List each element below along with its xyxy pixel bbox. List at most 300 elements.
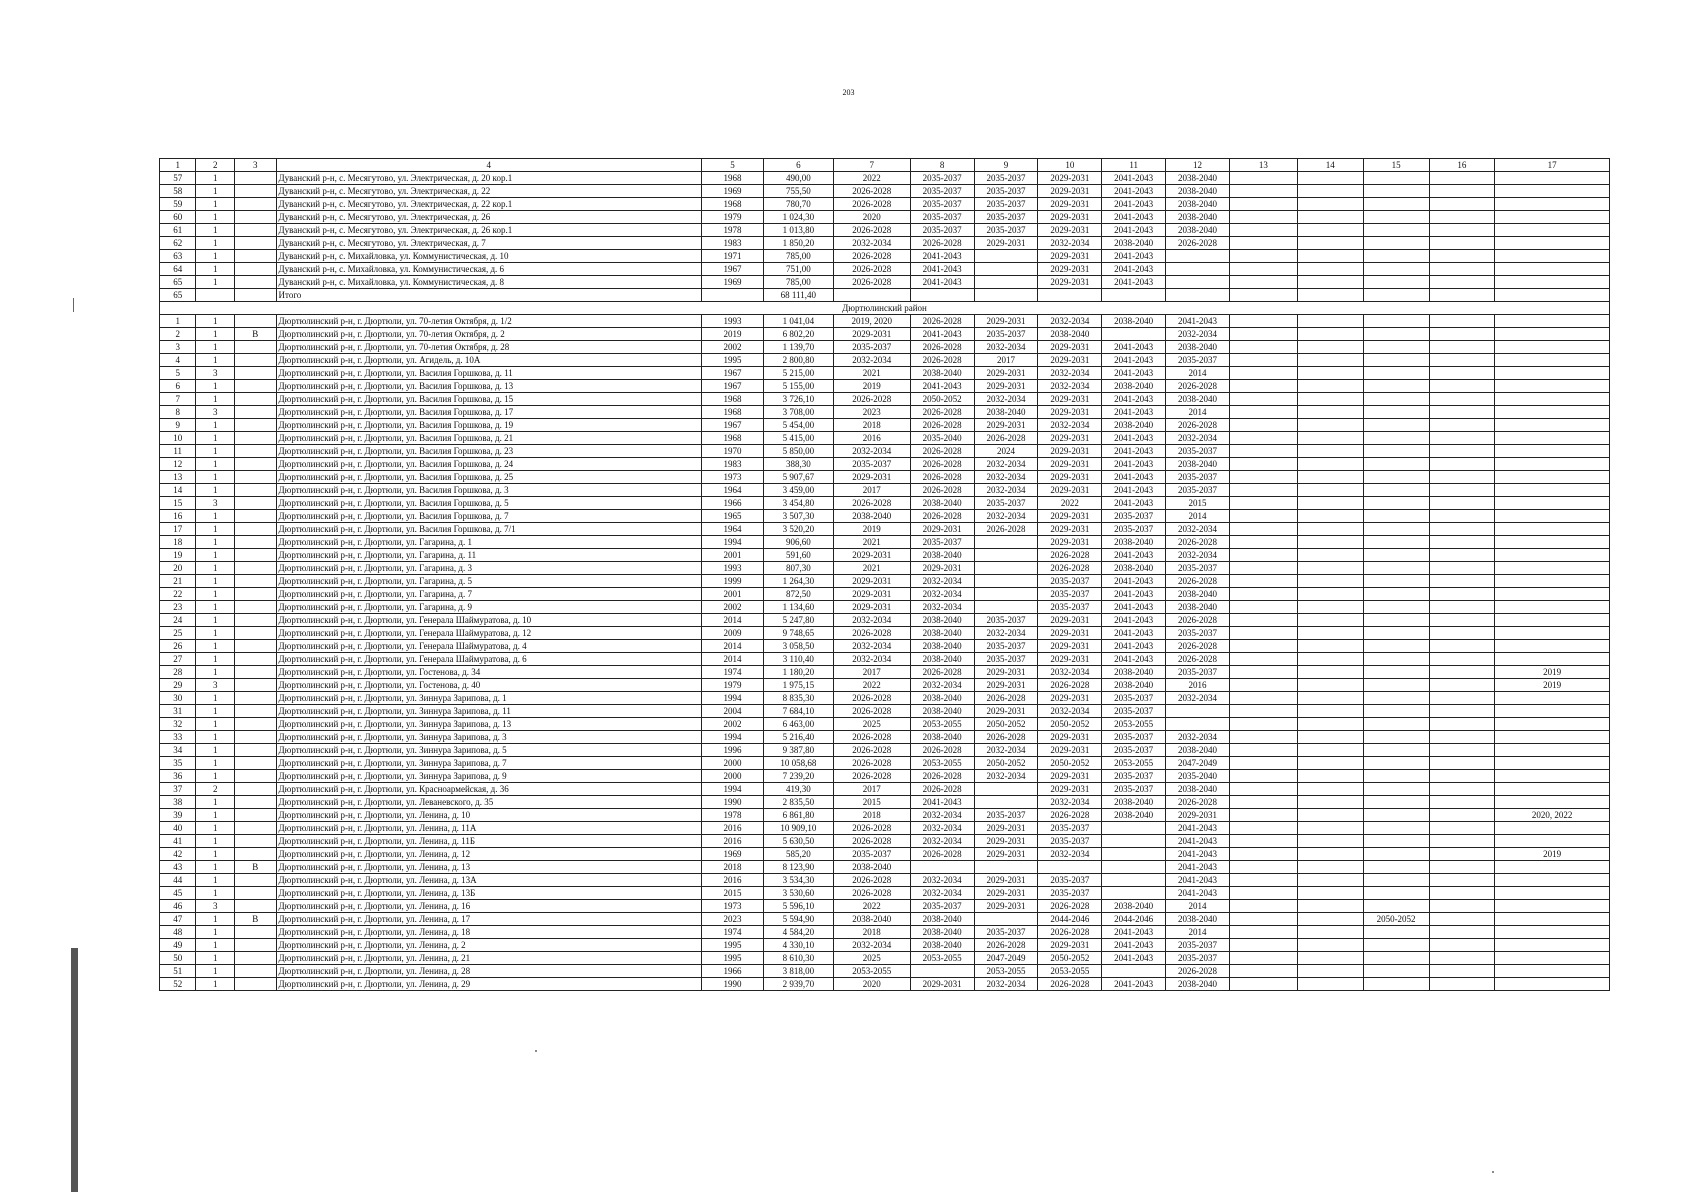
table-cell: 2023	[702, 913, 764, 926]
table-cell	[1429, 367, 1495, 380]
table-cell: 785,00	[763, 276, 833, 289]
table-cell: 1	[196, 393, 235, 406]
table-cell	[1229, 653, 1297, 666]
table-cell: 2017	[974, 354, 1038, 367]
address-cell: Дюртюлинский р-н, г. Дюртюли, ул. Василия Горшкова, д. 5	[276, 497, 702, 510]
address-cell: Дюртюлинский р-н, г. Дюртюли, ул. Василия Горшкова, д. 7/1	[276, 523, 702, 536]
table-cell: 37	[160, 783, 196, 796]
table-cell	[1363, 172, 1429, 185]
table-cell	[234, 510, 276, 523]
table-cell	[1038, 861, 1102, 874]
table-cell	[1429, 770, 1495, 783]
table-cell: 2032-2034	[1038, 705, 1102, 718]
table-cell	[1495, 471, 1610, 484]
table-cell: 2032-2034	[833, 640, 910, 653]
table-cell: 8 610,30	[763, 952, 833, 965]
table-cell: 14	[160, 484, 196, 497]
table-cell: 47	[160, 913, 196, 926]
table-cell	[234, 666, 276, 679]
table-cell	[1363, 835, 1429, 848]
table-cell: 2	[196, 783, 235, 796]
table-row	[160, 874, 1610, 887]
table-cell: 18	[160, 536, 196, 549]
table-cell: 1	[196, 172, 235, 185]
address-cell: Дюртюлинский р-н, г. Дюртюли, ул. Генерала Шаймуратова, д. 10	[276, 614, 702, 627]
table-cell	[1363, 731, 1429, 744]
table-cell: 2038-2040	[1102, 900, 1166, 913]
table-cell	[974, 276, 1038, 289]
table-cell	[1166, 250, 1230, 263]
table-cell	[234, 926, 276, 939]
table-cell	[1229, 172, 1297, 185]
table-cell: 2041-2043	[1102, 497, 1166, 510]
table-cell: 1965	[702, 510, 764, 523]
table-cell: 1969	[702, 848, 764, 861]
district-title: Дюртюлинский район	[160, 302, 1610, 315]
table-cell	[234, 614, 276, 627]
table-cell: 2029-2031	[1038, 770, 1102, 783]
table-cell: 2026-2028	[833, 393, 910, 406]
table-cell: 1	[196, 380, 235, 393]
table-cell	[1229, 744, 1297, 757]
table-cell: 1	[196, 432, 235, 445]
table-cell	[1297, 653, 1363, 666]
column-header: 5	[702, 159, 764, 172]
table-cell: В	[234, 913, 276, 926]
table-cell	[1297, 796, 1363, 809]
table-cell: 2038-2040	[1166, 172, 1230, 185]
address-cell: Дюртюлинский р-н, г. Дюртюли, ул. Василия Горшкова, д. 3	[276, 484, 702, 497]
table-cell	[1495, 536, 1610, 549]
table-cell	[1429, 575, 1495, 588]
table-cell	[1429, 848, 1495, 861]
table-cell	[1429, 757, 1495, 770]
column-header: 4	[276, 159, 702, 172]
table-cell	[1229, 614, 1297, 627]
table-cell: 65	[160, 276, 196, 289]
table-cell	[1429, 731, 1495, 744]
table-cell	[1363, 679, 1429, 692]
table-cell: 2035-2037	[1166, 939, 1230, 952]
table-cell	[1297, 731, 1363, 744]
table-row	[160, 536, 1610, 549]
table-cell	[1429, 471, 1495, 484]
table-cell	[1297, 913, 1363, 926]
table-cell	[234, 718, 276, 731]
table-cell: 2035-2037	[1166, 471, 1230, 484]
table-cell: 2032-2034	[1166, 328, 1230, 341]
table-cell: 2038-2040	[1102, 562, 1166, 575]
table-cell	[1363, 471, 1429, 484]
table-cell: 2029-2031	[974, 848, 1038, 861]
table-cell: 2017	[833, 666, 910, 679]
address-cell: Дуванский р-н, с. Месягутово, ул. Электрическая, д. 7	[276, 237, 702, 250]
table-cell	[1297, 237, 1363, 250]
table-cell: 1966	[702, 965, 764, 978]
table-cell: 52	[160, 978, 196, 991]
table-cell: 22	[160, 588, 196, 601]
table-cell: 3 520,20	[763, 523, 833, 536]
table-cell: 5 216,40	[763, 731, 833, 744]
table-row	[160, 497, 1610, 510]
table-cell: 2038-2040	[1166, 185, 1230, 198]
table-cell: 2019	[833, 523, 910, 536]
table-cell	[1495, 705, 1610, 718]
column-header: 2	[196, 159, 235, 172]
table-cell	[1229, 835, 1297, 848]
table-cell	[1363, 328, 1429, 341]
table-cell	[1102, 835, 1166, 848]
table-cell: 2026-2028	[910, 406, 974, 419]
address-cell: Дюртюлинский р-н, г. Дюртюли, ул. Ленина, д. 21	[276, 952, 702, 965]
table-cell	[1363, 445, 1429, 458]
table-row	[160, 211, 1610, 224]
address-cell: Дюртюлинский р-н, г. Дюртюли, ул. Василия Горшкова, д. 17	[276, 406, 702, 419]
table-cell: 1	[196, 887, 235, 900]
table-cell: 2026-2028	[910, 510, 974, 523]
table-cell: 6 802,20	[763, 328, 833, 341]
table-cell: 1978	[702, 224, 764, 237]
table-cell: 755,50	[763, 185, 833, 198]
table-cell: 2029-2031	[1038, 471, 1102, 484]
table-cell: 2041-2043	[1102, 354, 1166, 367]
table-cell: 13	[160, 471, 196, 484]
table-cell: 2038-2040	[910, 640, 974, 653]
table-cell: 2032-2034	[833, 614, 910, 627]
column-header: 11	[1102, 159, 1166, 172]
table-cell: 2035-2040	[910, 432, 974, 445]
table-cell: 2000	[702, 757, 764, 770]
table-cell: 2029-2031	[974, 822, 1038, 835]
table-cell: 3	[196, 679, 235, 692]
table-cell	[1297, 211, 1363, 224]
table-cell	[1429, 198, 1495, 211]
table-row	[160, 887, 1610, 900]
table-cell: 1 013,80	[763, 224, 833, 237]
table-cell	[1102, 328, 1166, 341]
table-cell: 2032-2034	[910, 874, 974, 887]
table-cell: 2004	[702, 705, 764, 718]
address-cell: Дюртюлинский р-н, г. Дюртюли, ул. Гагарина, д. 7	[276, 588, 702, 601]
table-cell: 1967	[702, 419, 764, 432]
table-cell: 2025	[833, 718, 910, 731]
table-cell	[1297, 744, 1363, 757]
scan-tick-mark	[73, 298, 74, 312]
table-cell	[1102, 965, 1166, 978]
table-row	[160, 978, 1610, 991]
table-cell	[1495, 601, 1610, 614]
table-cell: 2026-2028	[833, 835, 910, 848]
table-row	[160, 653, 1610, 666]
table-cell	[1429, 380, 1495, 393]
table-row	[160, 848, 1610, 861]
table-cell	[1229, 679, 1297, 692]
table-cell: 4	[160, 354, 196, 367]
table-cell: 2038-2040	[910, 367, 974, 380]
table-cell: 2029-2031	[910, 523, 974, 536]
table-cell: 2041-2043	[1102, 926, 1166, 939]
table-cell: 2	[160, 328, 196, 341]
table-cell: 1	[196, 185, 235, 198]
table-cell	[1297, 835, 1363, 848]
table-cell: 1	[196, 822, 235, 835]
table-cell	[1297, 406, 1363, 419]
table-cell: 2029-2031	[1038, 640, 1102, 653]
address-cell: Дуванский р-н, с. Месягутово, ул. Электрическая, д. 26 кор.1	[276, 224, 702, 237]
table-cell: 62	[160, 237, 196, 250]
table-cell	[1297, 536, 1363, 549]
address-cell: Дюртюлинский р-н, г. Дюртюли, ул. Гагарина, д. 3	[276, 562, 702, 575]
table-cell: 2038-2040	[1166, 783, 1230, 796]
table-row	[160, 445, 1610, 458]
table-cell: 2035-2037	[974, 653, 1038, 666]
table-cell: 2029-2031	[1038, 653, 1102, 666]
table-cell: 2029-2031	[974, 237, 1038, 250]
table-cell: 2026-2028	[833, 497, 910, 510]
table-row	[160, 705, 1610, 718]
table-cell: 2026-2028	[910, 770, 974, 783]
table-cell: 2026-2028	[833, 185, 910, 198]
table-cell: 2009	[702, 627, 764, 640]
table-cell	[1429, 705, 1495, 718]
table-cell: 26	[160, 640, 196, 653]
table-cell: 490,00	[763, 172, 833, 185]
table-cell	[1166, 718, 1230, 731]
table-cell: 2014	[1166, 406, 1230, 419]
table-cell: 36	[160, 770, 196, 783]
table-cell	[1297, 250, 1363, 263]
table-cell: 7 239,20	[763, 770, 833, 783]
table-cell: 2026-2028	[910, 237, 974, 250]
table-cell: 1995	[702, 939, 764, 952]
table-cell: 2035-2037	[1038, 822, 1102, 835]
table-cell: 2053-2055	[910, 718, 974, 731]
table-cell	[1229, 874, 1297, 887]
table-cell: 2041-2043	[1102, 458, 1166, 471]
table-cell: 2029-2031	[1038, 510, 1102, 523]
table-cell: 2032-2034	[833, 354, 910, 367]
table-cell: 751,00	[763, 263, 833, 276]
table-row	[160, 458, 1610, 471]
table-cell: 2032-2034	[1038, 419, 1102, 432]
table-cell	[1363, 952, 1429, 965]
table-cell	[1495, 588, 1610, 601]
table-cell	[1297, 458, 1363, 471]
table-cell: 2019	[1495, 666, 1610, 679]
table-cell: 2032-2034	[910, 835, 974, 848]
table-cell: 1	[196, 510, 235, 523]
table-cell: 1993	[702, 315, 764, 328]
table-cell: 2038-2040	[1102, 796, 1166, 809]
table-cell: 1	[196, 926, 235, 939]
table-cell: 2026-2028	[833, 198, 910, 211]
table-cell	[1363, 978, 1429, 991]
table-row	[160, 380, 1610, 393]
table-cell	[1102, 848, 1166, 861]
table-cell: 2014	[1166, 926, 1230, 939]
table-cell: 2026-2028	[833, 744, 910, 757]
table-cell	[1429, 900, 1495, 913]
table-cell	[1297, 809, 1363, 822]
table-cell	[234, 549, 276, 562]
address-cell: Дюртюлинский р-н, г. Дюртюли, ул. Ленина, д. 17	[276, 913, 702, 926]
address-cell: Дуванский р-н, с. Михайловка, ул. Коммунистическая, д. 8	[276, 276, 702, 289]
table-cell	[1166, 705, 1230, 718]
table-cell: 2041-2043	[1102, 198, 1166, 211]
table-cell: 2041-2043	[910, 263, 974, 276]
table-cell	[234, 354, 276, 367]
table-cell: 2035-2037	[974, 640, 1038, 653]
table-cell	[234, 952, 276, 965]
table-cell: 2026-2028	[910, 419, 974, 432]
table-row	[160, 757, 1610, 770]
table-cell	[1297, 614, 1363, 627]
table-cell	[1495, 315, 1610, 328]
table-cell: 2035-2037	[910, 900, 974, 913]
table-cell: 25	[160, 627, 196, 640]
table-cell	[1363, 458, 1429, 471]
table-row	[160, 263, 1610, 276]
table-cell: 1	[196, 666, 235, 679]
table-cell	[1229, 341, 1297, 354]
table-cell	[1363, 367, 1429, 380]
table-cell	[1229, 601, 1297, 614]
table-cell: 2041-2043	[1102, 640, 1166, 653]
table-cell	[1495, 861, 1610, 874]
table-cell: 1990	[702, 978, 764, 991]
table-cell	[1229, 315, 1297, 328]
table-cell: 2029-2031	[1038, 627, 1102, 640]
table-cell: 3 708,00	[763, 406, 833, 419]
table-cell	[1429, 250, 1495, 263]
table-cell: 2029-2031	[1038, 354, 1102, 367]
table-cell: 2026-2028	[1166, 614, 1230, 627]
table-cell: 3 726,10	[763, 393, 833, 406]
table-cell: 10	[160, 432, 196, 445]
table-cell: 2035-2037	[910, 172, 974, 185]
table-cell	[1495, 458, 1610, 471]
table-cell	[1229, 718, 1297, 731]
address-cell: Дюртюлинский р-н, г. Дюртюли, ул. Ленина, д. 12	[276, 848, 702, 861]
table-cell: 2038-2040	[1166, 601, 1230, 614]
table-cell	[1297, 523, 1363, 536]
table-cell	[1429, 523, 1495, 536]
table-cell: 2035-2037	[1102, 523, 1166, 536]
table-cell	[1297, 965, 1363, 978]
address-cell: Дуванский р-н, с. Михайловка, ул. Коммунистическая, д. 6	[276, 263, 702, 276]
table-cell: 2022	[1038, 497, 1102, 510]
table-cell	[1429, 445, 1495, 458]
table-cell	[974, 250, 1038, 263]
table-cell	[1229, 640, 1297, 653]
address-cell: Дюртюлинский р-н, г. Дюртюли, ул. Гагарина, д. 11	[276, 549, 702, 562]
table-cell: 2026-2028	[974, 939, 1038, 952]
table-cell: 2014	[1166, 367, 1230, 380]
table-cell	[1297, 848, 1363, 861]
table-cell	[234, 575, 276, 588]
table-cell: 419,30	[763, 783, 833, 796]
table-cell	[1297, 640, 1363, 653]
table-cell: 2035-2037	[1166, 354, 1230, 367]
table-cell	[1229, 328, 1297, 341]
table-cell	[234, 445, 276, 458]
table-cell: 2038-2040	[910, 653, 974, 666]
table-cell: 1	[196, 211, 235, 224]
table-cell: 2014	[702, 614, 764, 627]
table-cell	[1495, 913, 1610, 926]
table-cell	[234, 497, 276, 510]
address-cell: Дюртюлинский р-н, г. Дюртюли, ул. Ленина, д. 13Б	[276, 887, 702, 900]
table-cell: 2026-2028	[1166, 419, 1230, 432]
table-cell	[1229, 263, 1297, 276]
table-cell	[1429, 172, 1495, 185]
table-cell: 2035-2037	[974, 926, 1038, 939]
table-cell: 1	[196, 328, 235, 341]
table-cell	[234, 367, 276, 380]
table-cell	[1363, 965, 1429, 978]
table-cell	[1229, 757, 1297, 770]
table-cell	[1429, 224, 1495, 237]
table-cell: 3 507,30	[763, 510, 833, 523]
table-cell: 2029-2031	[1038, 445, 1102, 458]
table-cell: 1 139,70	[763, 341, 833, 354]
table-cell	[1495, 445, 1610, 458]
table-cell: 2026-2028	[910, 354, 974, 367]
table-cell: 49	[160, 939, 196, 952]
table-cell: 2026-2028	[910, 484, 974, 497]
table-cell: 2035-2037	[910, 224, 974, 237]
address-cell: Дюртюлинский р-н, г. Дюртюли, ул. Зиннура Зарипова, д. 11	[276, 705, 702, 718]
table-cell: 2038-2040	[910, 939, 974, 952]
table-cell	[1229, 627, 1297, 640]
table-row	[160, 718, 1610, 731]
table-cell	[1429, 341, 1495, 354]
table-cell	[1363, 653, 1429, 666]
table-cell	[1363, 575, 1429, 588]
table-cell	[234, 263, 276, 276]
table-cell: 2047-2049	[1166, 757, 1230, 770]
table-cell: 2038-2040	[910, 627, 974, 640]
table-cell	[1429, 406, 1495, 419]
table-cell	[1429, 978, 1495, 991]
table-cell	[910, 861, 974, 874]
table-cell	[974, 783, 1038, 796]
table-cell	[1495, 432, 1610, 445]
table-cell: 2015	[702, 887, 764, 900]
table-cell	[1229, 471, 1297, 484]
table-cell: 2026-2028	[1038, 900, 1102, 913]
table-cell	[234, 523, 276, 536]
table-cell: 1968	[702, 172, 764, 185]
table-cell	[974, 588, 1038, 601]
table-cell: 39	[160, 809, 196, 822]
table-cell	[1429, 653, 1495, 666]
table-cell	[1297, 393, 1363, 406]
table-cell: 9 748,65	[763, 627, 833, 640]
table-cell	[1363, 783, 1429, 796]
table-cell: 2001	[702, 588, 764, 601]
table-cell: 2026-2028	[1166, 575, 1230, 588]
table-cell: 2029-2031	[974, 679, 1038, 692]
table-cell: 3 530,60	[763, 887, 833, 900]
table-cell: 1	[196, 848, 235, 861]
table-cell	[1229, 770, 1297, 783]
table-row	[160, 822, 1610, 835]
table-cell	[1363, 809, 1429, 822]
table-cell: 33	[160, 731, 196, 744]
table-cell	[1495, 757, 1610, 770]
table-cell	[1495, 211, 1610, 224]
